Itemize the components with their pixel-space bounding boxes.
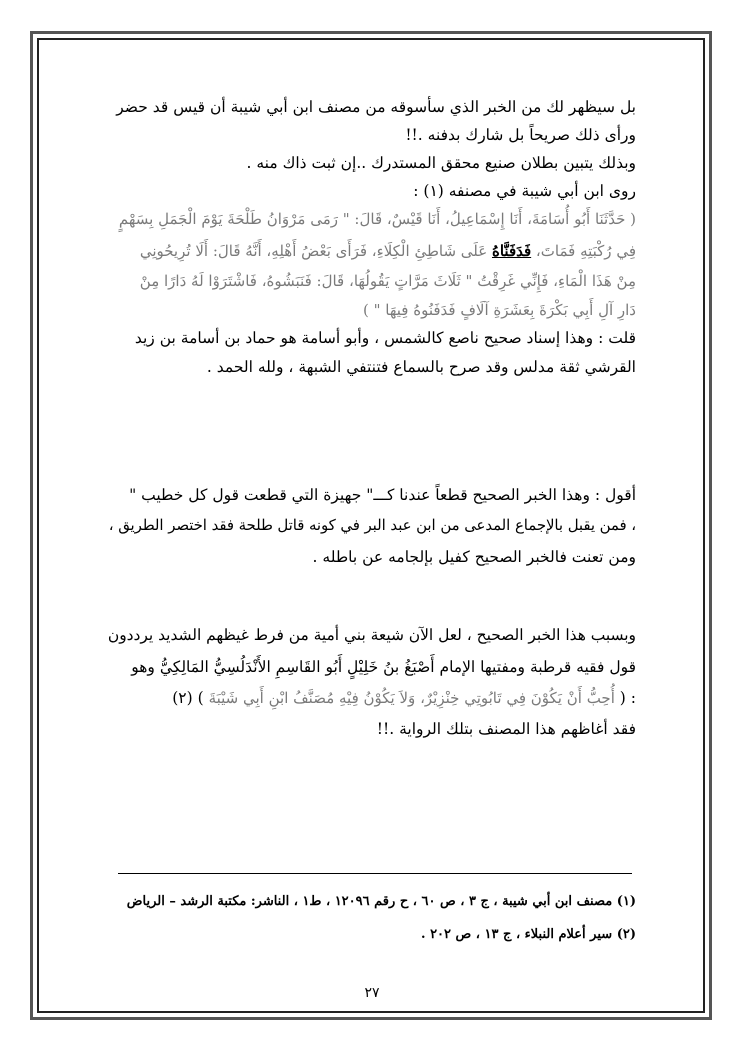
emphasized-word: فَدَفَنَّاهُ <box>491 242 532 260</box>
footnote-separator <box>118 873 632 874</box>
text-line: ورأى ذلك صريحاً بل شارك بدفنه .!! <box>405 126 636 144</box>
page-number: ٢٧ <box>364 985 380 1001</box>
text-line: : ( أُحِبُّ أَنْ يَكُوْنَ فِي تَابُوتِي خِنْزِيْرٌ، وَلاَ يَكُوْنُ فِيْهِ مُصَنَّفُ ابْنِ أَبِي شَيْبَةَ ) (٢) <box>172 689 636 707</box>
hadith-line: مِنْ هَذَا الْمَاءِ، فَإِنِّي غَرِقْتُ " ثَلَاثَ مَرَّاتٍ يَقُولُهَا، قَالَ: فَنَبَشُوهُ، فَاشْتَرَوْا لَهُ دَارًا مِنْ <box>139 272 636 290</box>
footnote: (١) مصنف ابن أبي شيبة ، ج ٣ ، ص ٦٠ ، ح رقم ١٢٠٩٦ ، ط١ ، الناشر: مكتبة الرشد – الرياض <box>126 894 636 909</box>
text-line: قول فقيه قرطبة ومفتيها الإمام أَصْبَغُ بنُ خَلِيْلٍ أَبُو القَاسِمِ الأَنْدَلُسِيُّ المَالِكِيُّ وهو <box>131 658 636 676</box>
text-line: ومن تعنت فالخبر الصحيح كفيل بإلجامه عن باطله . <box>312 548 636 566</box>
text-line: وبسبب هذا الخبر الصحيح ، لعل الآن شيعة بني أمية من فرط غيظهم الشديد يرددون <box>107 626 636 644</box>
text-line: قلت : وهذا إسناد صحيح ناصع كالشمس ، وأبو أسامة هو حماد بن أسامة بن زيد <box>134 329 636 347</box>
hadith-intro: روى ابن أبي شيبة في مصنفه (١) : <box>413 182 636 200</box>
hadith-line: فِي رُكْبَتِهِ فَمَاتَ، فَدَفَنَّاهُ عَلَى شَاطِئِ الْكِلَاءِ، فَرَأَى بَعْضُ أَهْلِهِ، أَنَّهُ قَالَ: أَلَا تُرِيحُونِي <box>139 242 636 260</box>
hadith-line: ( حَدَّثَنَا أَبُو أُسَامَةَ، أَنَا إِسْمَاعِيلُ، أَنَا قَيْسٌ، قَالَ: " رَمَى مَرْوَانُ طَلْحَةَ يَوْمَ الْجَمَلِ بِسَهْمٍ <box>118 210 636 228</box>
hadith-line: دَارِ آلِ أَبِي بَكْرَةَ بِعَشَرَةِ آلَافٍ فَدَفَنُوهُ فِيهَا " ) <box>363 301 636 319</box>
text-line: أقول : وهذا الخبر الصحيح قطعاً عندنا كـــ" جهيزة التي قطعت قول كل خطيب " <box>129 486 636 504</box>
text-line: ، فمن يقبل بالإجماع المدعى من ابن عبد البر في كونه قاتل طلحة فقد اختصر الطريق ، <box>108 517 636 534</box>
text-line: وبذلك يتبين بطلان صنيع محقق المستدرك ..إن ثبت ذاك منه . <box>246 154 636 172</box>
text-line: بل سيظهر لك من الخبر الذي سأسوقه من مصنف ابن أبي شيبة أن قيس قد حضر <box>116 98 636 116</box>
text-line: فقد أغاظهم هذا المصنف بتلك الرواية .!! <box>376 720 636 738</box>
text-line: القرشي ثقة مدلس وقد صرح بالسماع فتنتفي الشبهة ، ولله الحمد . <box>206 358 636 376</box>
footnote: (٢) سير أعلام النبلاء ، ج ١٣ ، ص ٢٠٢ . <box>421 927 636 942</box>
quoted-saying: أُحِبُّ أَنْ يَكُوْنَ فِي تَابُوتِي خِنْزِيْرٌ، وَلاَ يَكُوْنُ فِيْهِ مُصَنَّفُ ابْنِ أَبِي شَيْبَةَ <box>208 689 615 707</box>
